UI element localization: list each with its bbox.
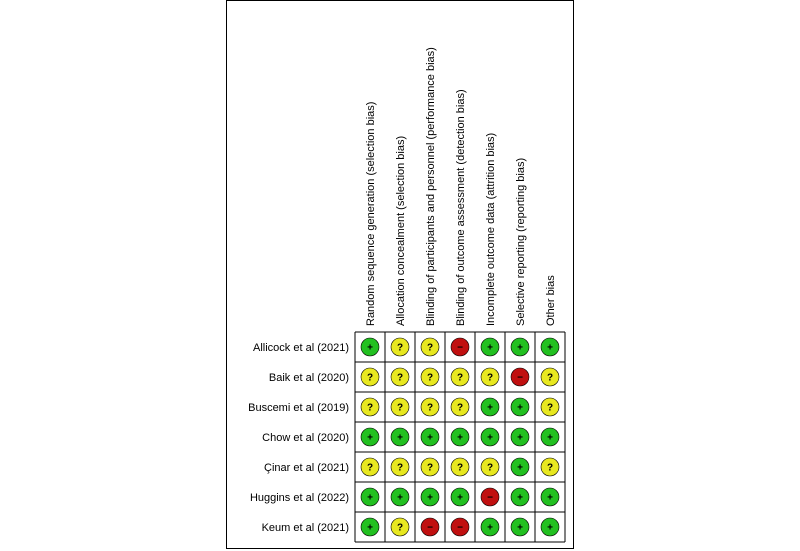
high-risk-symbol: −	[457, 342, 463, 354]
unclear-risk-symbol: ?	[456, 402, 464, 414]
cell-unclear-risk	[391, 458, 409, 476]
column-label: Selective reporting (reporting bias)	[515, 157, 527, 326]
cell-unclear-risk	[391, 518, 409, 536]
low-risk-symbol: +	[517, 342, 523, 354]
unclear-risk-symbol: ?	[396, 342, 404, 354]
unclear-risk-symbol: ?	[426, 372, 434, 384]
unclear-risk-symbol: ?	[426, 462, 434, 474]
cell-low-risk	[481, 398, 499, 416]
unclear-risk-symbol: ?	[366, 402, 374, 414]
cell-low-risk	[421, 488, 439, 506]
cell-low-risk	[541, 428, 559, 446]
low-risk-symbol: +	[487, 342, 493, 354]
row-label: Keum et al (2021)	[261, 522, 349, 534]
low-risk-symbol: +	[547, 432, 553, 444]
low-risk-symbol: +	[367, 492, 373, 504]
cell-low-risk	[391, 428, 409, 446]
unclear-risk-symbol: ?	[426, 342, 434, 354]
cell-unclear-risk	[481, 368, 499, 386]
cell-unclear-risk	[541, 458, 559, 476]
row-label: Chow et al (2020)	[262, 432, 349, 444]
cell-low-risk	[451, 488, 469, 506]
cell-low-risk	[511, 488, 529, 506]
unclear-risk-symbol: ?	[396, 462, 404, 474]
low-risk-symbol: +	[367, 522, 373, 534]
cell-low-risk	[391, 488, 409, 506]
cell-unclear-risk	[481, 458, 499, 476]
unclear-risk-symbol: ?	[426, 402, 434, 414]
cell-low-risk	[541, 518, 559, 536]
unclear-risk-symbol: ?	[456, 372, 464, 384]
column-label: Blinding of participants and personnel (performance bias)	[425, 47, 437, 326]
cell-high-risk	[451, 518, 469, 536]
cell-unclear-risk	[421, 398, 439, 416]
high-risk-symbol: −	[517, 372, 523, 384]
cell-unclear-risk	[541, 368, 559, 386]
cell-unclear-risk	[421, 368, 439, 386]
unclear-risk-symbol: ?	[396, 522, 404, 534]
column-label: Incomplete outcome data (attrition bias)	[485, 132, 497, 326]
low-risk-symbol: +	[487, 522, 493, 534]
unclear-risk-symbol: ?	[546, 372, 554, 384]
cell-unclear-risk	[391, 368, 409, 386]
cell-unclear-risk	[421, 458, 439, 476]
low-risk-symbol: +	[397, 432, 403, 444]
cell-low-risk	[361, 428, 379, 446]
cell-low-risk	[511, 428, 529, 446]
high-risk-symbol: −	[427, 522, 433, 534]
low-risk-symbol: +	[397, 492, 403, 504]
low-risk-symbol: +	[517, 432, 523, 444]
low-risk-symbol: +	[517, 492, 523, 504]
low-risk-symbol: +	[487, 432, 493, 444]
cell-low-risk	[361, 518, 379, 536]
cell-unclear-risk	[361, 398, 379, 416]
cell-low-risk	[541, 488, 559, 506]
cell-unclear-risk	[361, 458, 379, 476]
cell-unclear-risk	[451, 368, 469, 386]
cell-high-risk	[481, 488, 499, 506]
cells	[361, 338, 559, 536]
unclear-risk-symbol: ?	[546, 462, 554, 474]
low-risk-symbol: +	[487, 402, 493, 414]
cell-unclear-risk	[451, 458, 469, 476]
column-label: Random sequence generation (selection bias)	[365, 101, 377, 326]
row-label: Buscemi et al (2019)	[248, 402, 349, 414]
unclear-risk-symbol: ?	[396, 372, 404, 384]
row-label: Çinar et al (2021)	[264, 462, 349, 474]
high-risk-symbol: −	[487, 492, 493, 504]
cell-unclear-risk	[541, 398, 559, 416]
low-risk-symbol: +	[517, 522, 523, 534]
cell-low-risk	[361, 488, 379, 506]
unclear-risk-symbol: ?	[396, 402, 404, 414]
cell-high-risk	[451, 338, 469, 356]
low-risk-symbol: +	[547, 342, 553, 354]
row-label: Baik et al (2020)	[268, 372, 349, 384]
cell-unclear-risk	[421, 338, 439, 356]
cell-high-risk	[511, 368, 529, 386]
row-labels	[248, 342, 349, 534]
low-risk-symbol: +	[547, 492, 553, 504]
low-risk-symbol: +	[427, 492, 433, 504]
cell-low-risk	[511, 458, 529, 476]
unclear-risk-symbol: ?	[366, 462, 374, 474]
cell-low-risk	[541, 338, 559, 356]
low-risk-symbol: +	[367, 432, 373, 444]
low-risk-symbol: +	[517, 402, 523, 414]
cell-low-risk	[511, 338, 529, 356]
cell-low-risk	[511, 518, 529, 536]
unclear-risk-symbol: ?	[486, 372, 494, 384]
low-risk-symbol: +	[547, 522, 553, 534]
low-risk-symbol: +	[457, 432, 463, 444]
cell-low-risk	[481, 428, 499, 446]
cell-low-risk	[511, 398, 529, 416]
column-label: Other bias	[545, 275, 557, 326]
cell-unclear-risk	[361, 368, 379, 386]
cell-low-risk	[481, 518, 499, 536]
cell-unclear-risk	[451, 398, 469, 416]
column-labels	[365, 47, 557, 326]
cell-low-risk	[421, 428, 439, 446]
cell-low-risk	[451, 428, 469, 446]
column-label: Allocation concealment (selection bias)	[395, 135, 407, 326]
low-risk-symbol: +	[367, 342, 373, 354]
cell-unclear-risk	[391, 338, 409, 356]
unclear-risk-symbol: ?	[546, 402, 554, 414]
low-risk-symbol: +	[457, 492, 463, 504]
column-label: Blinding of outcome assessment (detection bias)	[455, 89, 467, 326]
unclear-risk-symbol: ?	[366, 372, 374, 384]
row-label: Huggins et al (2022)	[249, 492, 349, 504]
cell-low-risk	[361, 338, 379, 356]
row-label: Allicock et al (2021)	[253, 342, 349, 354]
low-risk-symbol: +	[427, 432, 433, 444]
cell-high-risk	[421, 518, 439, 536]
low-risk-symbol: +	[517, 462, 523, 474]
high-risk-symbol: −	[457, 522, 463, 534]
unclear-risk-symbol: ?	[456, 462, 464, 474]
cell-unclear-risk	[391, 398, 409, 416]
unclear-risk-symbol: ?	[486, 462, 494, 474]
cell-low-risk	[481, 338, 499, 356]
